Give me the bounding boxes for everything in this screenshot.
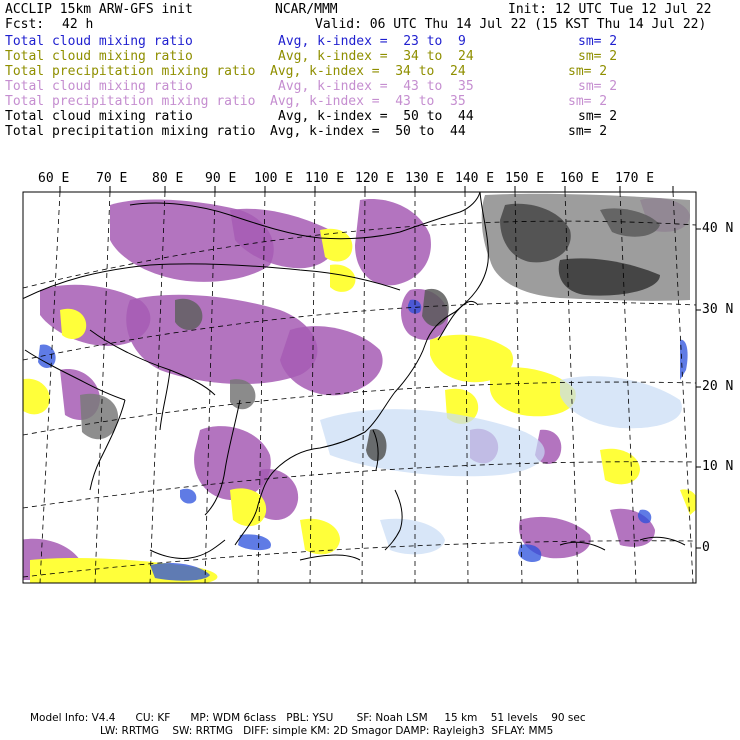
field-name: Total precipitation mixing ratio [5,94,256,109]
lon-label: 60 E [38,171,70,186]
field-sm: sm= 2 [578,79,618,94]
field-stat: Avg, k-index = 43 to 35 [270,94,466,109]
center-title: NCAR/MMM [275,2,338,17]
lon-label: 140 E [455,171,495,186]
lon-label: 70 E [96,171,128,186]
init-time: Init: 12 UTC Tue 12 Jul 22 [508,2,712,17]
lon-label: 130 E [405,171,445,186]
model-info-line2: LW: RRTMG SW: RRTMG DIFF: simple KM: 2D Smagor DAMP: Rayleigh3 SFLAY: MM5 [100,725,554,737]
lat-ticks [696,229,701,548]
field-name: Total precipitation mixing ratio [5,64,256,79]
field-sm: sm= 2 [578,34,618,49]
field-sm: sm= 2 [568,64,608,79]
lat-label: 30 N [702,302,734,317]
field-sm: sm= 2 [568,94,608,109]
fcst-label: Fcst: [5,17,45,32]
lon-label: 120 E [355,171,395,186]
field-stat: Avg, k-index = 34 to 24 [278,49,474,64]
field-sm: sm= 2 [568,124,608,139]
lon-label: 80 E [152,171,184,186]
field-name: Total cloud mixing ratio [5,34,193,49]
lat-label: 0 [702,540,710,555]
fcst-value: 42 h [62,17,94,32]
lon-label: 90 E [205,171,237,186]
model-info-line1: Model Info: V4.4 CU: KF MP: WDM 6class PBL: YSU SF: Noah LSM 15 km 51 levels 90 sec [30,712,586,724]
field-name: Total cloud mixing ratio [5,109,193,124]
lon-label: 150 E [505,171,545,186]
field-stat: Avg, k-index = 50 to 44 [278,109,474,124]
field-sm: sm= 2 [578,49,618,64]
lon-label: 100 E [254,171,294,186]
field-stat: Avg, k-index = 34 to 24 [270,64,466,79]
valid-time: Valid: 06 UTC Thu 14 Jul 22 (15 KST Thu 14 Jul 22) [315,17,707,32]
lon-ticks [60,186,673,192]
field-name: Total precipitation mixing ratio [5,124,256,139]
lat-label: 20 N [702,379,734,394]
lat-label: 40 N [702,221,734,236]
field-stat: Avg, k-index = 23 to 9 [278,34,466,49]
lon-label: 110 E [305,171,345,186]
map-content [20,192,698,585]
field-stat: Avg, k-index = 50 to 44 [270,124,466,139]
lon-label: 160 E [560,171,600,186]
field-name: Total cloud mixing ratio [5,49,193,64]
lon-label: 170 E [615,171,655,186]
model-title: ACCLIP 15km ARW-GFS init [5,2,193,17]
field-stat: Avg, k-index = 43 to 35 [278,79,474,94]
field-sm: sm= 2 [578,109,618,124]
lat-label: 10 N [702,459,734,474]
field-name: Total cloud mixing ratio [5,79,193,94]
